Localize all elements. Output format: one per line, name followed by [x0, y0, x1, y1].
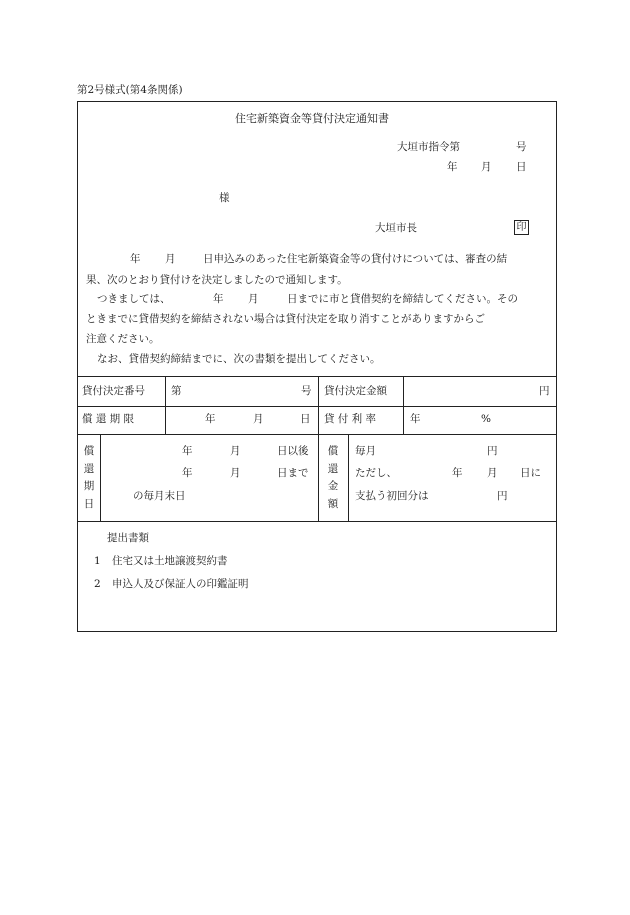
- table-col-divider-1: [165, 376, 166, 434]
- p1-line2: 果、次のとおり貸付けを決定しましたので通知します。: [86, 274, 348, 286]
- interest-rate-year: 年: [410, 413, 421, 425]
- repay-to-month: 月: [230, 467, 241, 479]
- issuer: 大垣市長: [375, 222, 417, 234]
- documents-heading: 提出書類: [107, 532, 149, 544]
- however-day: 日に: [520, 467, 541, 479]
- addressee-honorific: 様: [219, 192, 230, 204]
- monthly-unit: 円: [487, 445, 498, 457]
- p2-start: つきましては、: [97, 293, 171, 305]
- decision-amount-label: 貸付決定金額: [324, 385, 387, 397]
- repay-from-day: 日以後: [277, 445, 309, 457]
- p3: なお、貸借契約締結までに、次の書類を提出してください。: [97, 353, 381, 365]
- table-top-border: [77, 376, 557, 377]
- p1-year: 年: [130, 253, 141, 265]
- document-item-2: 申込人及び保証人の印鑑証明: [112, 578, 249, 590]
- table-col-divider-2: [318, 376, 319, 521]
- decision-number-prefix: 第: [171, 385, 182, 397]
- however-label: ただし、: [355, 467, 397, 479]
- table-bottom-border: [77, 521, 557, 522]
- however-year: 年: [452, 467, 463, 479]
- table-row-divider-1: [77, 406, 557, 407]
- p2-line1-end: 日までに市と貸借契約を締結してください。その: [287, 293, 518, 305]
- repay-from-month: 月: [230, 445, 241, 457]
- interest-rate-percent: %: [481, 413, 491, 425]
- p1-month: 月: [165, 253, 176, 265]
- seal-mark: 印: [514, 220, 529, 235]
- monthly-label: 毎月: [355, 445, 376, 457]
- table-col-divider-3: [403, 376, 404, 434]
- document-item-1-number: 1: [94, 555, 101, 567]
- p2-line2: ときまでに貸借契約を締結されない場合は貸付決定を取り消すことがありますからご: [86, 313, 485, 325]
- repayment-date-label: 償 還 期 日: [83, 445, 95, 510]
- table-col-divider-5: [348, 434, 349, 521]
- repay-to-year: 年: [182, 467, 193, 479]
- repay-month-end: の毎月末日: [133, 490, 186, 502]
- document-item-2-number: 2: [94, 578, 101, 590]
- repayment-term-year: 年: [205, 413, 216, 425]
- date-day: 日: [516, 161, 527, 173]
- document-item-1: 住宅又は土地譲渡契約書: [112, 555, 228, 567]
- table-col-divider-4: [100, 434, 101, 521]
- p2-line3: 注意ください。: [86, 333, 160, 345]
- repayment-amount-label: 償 還 金 額: [327, 445, 339, 510]
- document-frame: [77, 101, 557, 632]
- repay-to-day: 日まで: [277, 467, 309, 479]
- table-row-divider-2: [77, 434, 557, 435]
- decision-number-suffix: 号: [301, 385, 312, 397]
- document-title: 住宅新築資金等貸付決定通知書: [235, 112, 389, 125]
- form-number: 第2号様式(第4条関係): [77, 84, 183, 96]
- first-payment-label: 支払う初回分は: [355, 490, 429, 502]
- decision-amount-unit: 円: [539, 385, 550, 397]
- repayment-term-day: 日: [300, 413, 311, 425]
- p1-line1: 日申込みのあった住宅新築資金等の貸付けについては、審査の結: [203, 253, 508, 265]
- interest-rate-label: 貸 付 利 率: [324, 413, 377, 425]
- repayment-term-month: 月: [253, 413, 264, 425]
- document-number-prefix: 大垣市指令第: [397, 141, 460, 153]
- p2-year: 年: [213, 293, 224, 305]
- date-month: 月: [481, 161, 492, 173]
- date-year: 年: [447, 161, 458, 173]
- p2-month: 月: [248, 293, 259, 305]
- decision-number-label: 貸付決定番号: [82, 385, 145, 397]
- however-month: 月: [487, 467, 498, 479]
- repayment-term-label: 償 還 期 限: [82, 413, 135, 425]
- first-payment-unit: 円: [497, 490, 508, 502]
- repay-from-year: 年: [182, 445, 193, 457]
- document-number-suffix: 号: [516, 141, 527, 153]
